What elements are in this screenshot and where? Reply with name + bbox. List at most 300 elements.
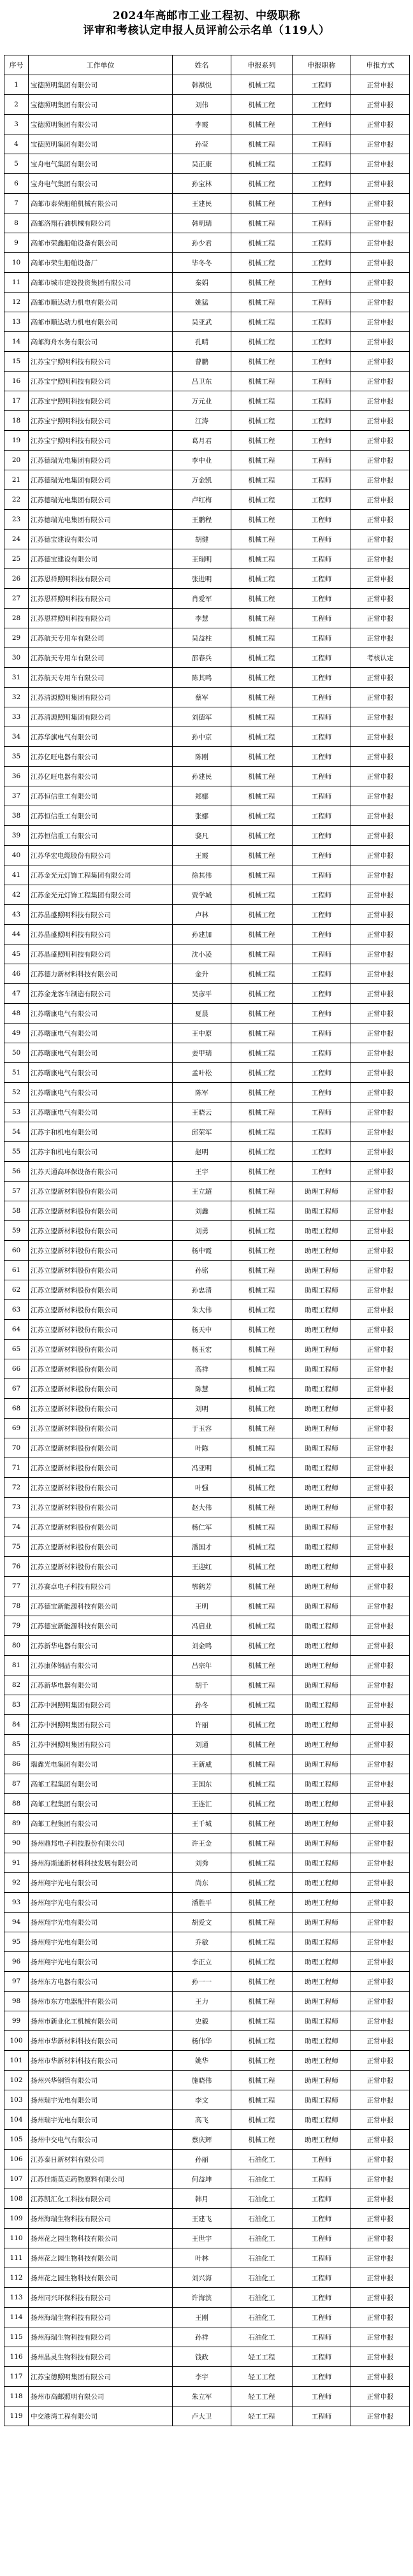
cell-method: 正常申报 xyxy=(351,944,410,964)
document-title xyxy=(0,9,413,38)
cell-index: 1 xyxy=(4,75,29,95)
cell-unit: 江苏清源照明集团有限公司 xyxy=(29,688,173,707)
cell-index: 112 xyxy=(4,2268,29,2288)
cell-unit: 高邮市顺达动力机电有限公司 xyxy=(29,312,173,332)
cell-title: 工程师 xyxy=(293,806,351,826)
table-row xyxy=(4,470,410,490)
table-row xyxy=(4,372,410,391)
cell-method: 正常申报 xyxy=(351,194,410,213)
cell-unit: 江苏曙康电气有限公司 xyxy=(29,1004,173,1024)
table-row xyxy=(4,490,410,510)
table-row xyxy=(4,1182,410,1201)
cell-series: 机械工程 xyxy=(231,1853,293,1873)
cell-unit: 江苏宝德照明集团有限公司 xyxy=(29,2367,173,2387)
cell-method: 正常申报 xyxy=(351,1103,410,1122)
cell-unit: 扬州鼎邦电子科技股份有限公司 xyxy=(29,1834,173,1853)
cell-title: 工程师 xyxy=(293,470,351,490)
cell-unit: 江苏天通高环保设备有限公司 xyxy=(29,1162,173,1182)
table-row xyxy=(4,727,410,747)
cell-index: 110 xyxy=(4,2229,29,2248)
cell-method: 正常申报 xyxy=(351,2387,410,2406)
cell-series: 机械工程 xyxy=(231,826,293,846)
cell-series: 机械工程 xyxy=(231,115,293,134)
table-row xyxy=(4,2387,410,2406)
table-row xyxy=(4,1261,410,1280)
table-row xyxy=(4,925,410,944)
cell-method: 正常申报 xyxy=(351,2130,410,2150)
cell-unit: 中交港湾工程有限公司 xyxy=(29,2406,173,2426)
cell-title: 工程师 xyxy=(293,174,351,194)
cell-series: 机械工程 xyxy=(231,1873,293,1893)
cell-index: 40 xyxy=(4,846,29,865)
cell-index: 78 xyxy=(4,1596,29,1616)
cell-index: 28 xyxy=(4,609,29,628)
cell-unit: 江苏金光元灯饰工程集团有限公司 xyxy=(29,865,173,885)
cell-index: 108 xyxy=(4,2189,29,2209)
cell-index: 70 xyxy=(4,1438,29,1458)
cell-index: 35 xyxy=(4,747,29,767)
cell-title: 工程师 xyxy=(293,707,351,727)
table-row xyxy=(4,1320,410,1340)
cell-unit: 扬州瑞宇光电有限公司 xyxy=(29,2110,173,2130)
cell-index: 96 xyxy=(4,1952,29,1972)
cell-index: 21 xyxy=(4,470,29,490)
table-row xyxy=(4,1103,410,1122)
cell-unit: 江苏德瑞光电集团有限公司 xyxy=(29,451,173,470)
header-name: 姓名 xyxy=(173,55,231,75)
cell-title: 工程师 xyxy=(293,1083,351,1103)
cell-title: 工程师 xyxy=(293,609,351,628)
cell-method: 正常申报 xyxy=(351,2229,410,2248)
table-row xyxy=(4,707,410,727)
cell-unit: 扬州市华新材料科技有限公司 xyxy=(29,2031,173,2051)
cell-unit: 江苏恒信重工有限公司 xyxy=(29,786,173,806)
cell-index: 92 xyxy=(4,1873,29,1893)
table-row xyxy=(4,1616,410,1636)
cell-title: 工程师 xyxy=(293,944,351,964)
cell-index: 64 xyxy=(4,1320,29,1340)
table-row xyxy=(4,1379,410,1399)
cell-name: 杨中霞 xyxy=(173,1241,231,1261)
cell-unit: 江苏立盟新材料股份有限公司 xyxy=(29,1241,173,1261)
cell-series: 机械工程 xyxy=(231,1122,293,1142)
cell-title: 工程师 xyxy=(293,1122,351,1142)
table-row xyxy=(4,115,410,134)
cell-method: 正常申报 xyxy=(351,115,410,134)
cell-method: 正常申报 xyxy=(351,1162,410,1182)
cell-method: 正常申报 xyxy=(351,2071,410,2090)
cell-series: 机械工程 xyxy=(231,806,293,826)
cell-name: 贾学城 xyxy=(173,885,231,905)
cell-unit: 江苏德力新材料科技有限公司 xyxy=(29,964,173,984)
cell-title: 助理工程师 xyxy=(293,1972,351,1992)
cell-method: 正常申报 xyxy=(351,2367,410,2387)
cell-title: 助理工程师 xyxy=(293,1695,351,1715)
cell-index: 61 xyxy=(4,1261,29,1280)
table-row xyxy=(4,1952,410,1972)
cell-name: 曹鹏 xyxy=(173,352,231,372)
cell-index: 81 xyxy=(4,1656,29,1675)
cell-title: 助理工程师 xyxy=(293,1755,351,1774)
cell-unit: 江苏宝宁照明科技有限公司 xyxy=(29,411,173,431)
cell-index: 16 xyxy=(4,372,29,391)
cell-method: 正常申报 xyxy=(351,2011,410,2031)
cell-method: 正常申报 xyxy=(351,253,410,273)
cell-unit: 江苏佳斯莫克药物原料有限公司 xyxy=(29,2169,173,2189)
cell-title: 助理工程师 xyxy=(293,1893,351,1913)
cell-name: 张娜 xyxy=(173,806,231,826)
cell-series: 机械工程 xyxy=(231,846,293,865)
cell-method: 正常申报 xyxy=(351,2268,410,2288)
cell-name: 刘兴海 xyxy=(173,2268,231,2288)
cell-series: 机械工程 xyxy=(231,134,293,154)
table-row xyxy=(4,1695,410,1715)
cell-method: 正常申报 xyxy=(351,1280,410,1300)
cell-index: 84 xyxy=(4,1715,29,1735)
cell-unit: 江苏宝宁照明科技有限公司 xyxy=(29,391,173,411)
cell-title: 工程师 xyxy=(293,510,351,530)
cell-index: 13 xyxy=(4,312,29,332)
cell-method: 正常申报 xyxy=(351,1379,410,1399)
cell-method: 正常申报 xyxy=(351,1715,410,1735)
cell-unit: 宝舟电气集团有限公司 xyxy=(29,154,173,174)
cell-method: 正常申报 xyxy=(351,1675,410,1695)
cell-title: 工程师 xyxy=(293,2209,351,2229)
cell-title: 工程师 xyxy=(293,569,351,589)
cell-title: 工程师 xyxy=(293,925,351,944)
table-row xyxy=(4,1992,410,2011)
cell-name: 李霞 xyxy=(173,115,231,134)
cell-name: 赵大伟 xyxy=(173,1498,231,1517)
cell-name: 王连汇 xyxy=(173,1794,231,1814)
cell-method: 正常申报 xyxy=(351,1438,410,1458)
cell-index: 109 xyxy=(4,2209,29,2229)
table-row xyxy=(4,1024,410,1043)
cell-index: 77 xyxy=(4,1577,29,1596)
cell-title: 工程师 xyxy=(293,767,351,786)
cell-series: 机械工程 xyxy=(231,293,293,312)
cell-index: 80 xyxy=(4,1636,29,1656)
cell-index: 113 xyxy=(4,2288,29,2308)
cell-title: 工程师 xyxy=(293,846,351,865)
table-row xyxy=(4,2268,410,2288)
cell-unit: 扬州花之园生物科技有限公司 xyxy=(29,2268,173,2288)
table-row xyxy=(4,1636,410,1656)
cell-index: 39 xyxy=(4,826,29,846)
table-row xyxy=(4,2169,410,2189)
cell-index: 46 xyxy=(4,964,29,984)
cell-title: 助理工程师 xyxy=(293,1557,351,1577)
cell-index: 9 xyxy=(4,233,29,253)
table-row xyxy=(4,2327,410,2347)
cell-unit: 江苏恩祥照明科技有限公司 xyxy=(29,569,173,589)
cell-index: 49 xyxy=(4,1024,29,1043)
cell-name: 杨伟华 xyxy=(173,2031,231,2051)
cell-title: 工程师 xyxy=(293,154,351,174)
cell-method: 正常申报 xyxy=(351,2150,410,2169)
cell-name: 冯亚明 xyxy=(173,1458,231,1478)
cell-name: 吴彦平 xyxy=(173,984,231,1004)
cell-name: 鄂鹤芳 xyxy=(173,1577,231,1596)
table-row xyxy=(4,1478,410,1498)
cell-title: 工程师 xyxy=(293,352,351,372)
cell-index: 71 xyxy=(4,1458,29,1478)
cell-title: 工程师 xyxy=(293,1043,351,1063)
cell-name: 夏晨 xyxy=(173,1004,231,1024)
cell-unit: 高邮工程集团有限公司 xyxy=(29,1774,173,1794)
cell-unit: 江苏立盟新材料股份有限公司 xyxy=(29,1320,173,1340)
cell-name: 许丽 xyxy=(173,1715,231,1735)
cell-method: 正常申报 xyxy=(351,549,410,569)
cell-method: 正常申报 xyxy=(351,2051,410,2071)
cell-unit: 江苏立盟新材料股份有限公司 xyxy=(29,1340,173,1359)
cell-unit: 江苏立盟新材料股份有限公司 xyxy=(29,1201,173,1221)
cell-method: 正常申报 xyxy=(351,688,410,707)
cell-series: 机械工程 xyxy=(231,1972,293,1992)
cell-title: 工程师 xyxy=(293,826,351,846)
cell-series: 机械工程 xyxy=(231,391,293,411)
table-row xyxy=(4,273,410,293)
cell-unit: 高邮工程集团有限公司 xyxy=(29,1794,173,1814)
cell-unit: 江苏曙康电气有限公司 xyxy=(29,1103,173,1122)
cell-method: 正常申报 xyxy=(351,589,410,609)
cell-index: 88 xyxy=(4,1794,29,1814)
cell-method: 正常申报 xyxy=(351,1359,410,1379)
cell-index: 14 xyxy=(4,332,29,352)
cell-series: 机械工程 xyxy=(231,273,293,293)
table-row xyxy=(4,194,410,213)
cell-method: 正常申报 xyxy=(351,1557,410,1577)
cell-method: 考核认定 xyxy=(351,648,410,668)
table-row xyxy=(4,451,410,470)
cell-title: 助理工程师 xyxy=(293,1715,351,1735)
cell-series: 机械工程 xyxy=(231,1557,293,1577)
cell-unit: 宝德照明集团有限公司 xyxy=(29,95,173,115)
cell-unit: 扬州市新业化工机械有限公司 xyxy=(29,2011,173,2031)
cell-name: 杨仁军 xyxy=(173,1517,231,1537)
cell-series: 机械工程 xyxy=(231,233,293,253)
cell-series: 机械工程 xyxy=(231,1596,293,1616)
cell-series: 机械工程 xyxy=(231,1577,293,1596)
cell-name: 蔡军 xyxy=(173,688,231,707)
cell-series: 机械工程 xyxy=(231,431,293,451)
cell-series: 机械工程 xyxy=(231,1280,293,1300)
cell-series: 石油化工 xyxy=(231,2229,293,2248)
cell-title: 助理工程师 xyxy=(293,1300,351,1320)
cell-title: 工程师 xyxy=(293,411,351,431)
cell-name: 邵春兵 xyxy=(173,648,231,668)
cell-name: 刘秀 xyxy=(173,1853,231,1873)
table-row xyxy=(4,1201,410,1221)
cell-series: 机械工程 xyxy=(231,1517,293,1537)
cell-title: 助理工程师 xyxy=(293,1873,351,1893)
cell-method: 正常申报 xyxy=(351,707,410,727)
table-row xyxy=(4,1399,410,1419)
cell-series: 机械工程 xyxy=(231,470,293,490)
cell-unit: 江苏德宝新能源科技有限公司 xyxy=(29,1596,173,1616)
table-row xyxy=(4,2248,410,2268)
cell-name: 刘德军 xyxy=(173,707,231,727)
cell-unit: 江苏亿旺电器有限公司 xyxy=(29,767,173,786)
cell-series: 机械工程 xyxy=(231,1616,293,1636)
cell-index: 69 xyxy=(4,1419,29,1438)
cell-name: 吴亚武 xyxy=(173,312,231,332)
cell-unit: 江苏立盟新材料股份有限公司 xyxy=(29,1221,173,1241)
cell-index: 59 xyxy=(4,1221,29,1241)
cell-series: 机械工程 xyxy=(231,2110,293,2130)
cell-series: 机械工程 xyxy=(231,2090,293,2110)
cell-title: 助理工程师 xyxy=(293,1241,351,1261)
cell-series: 机械工程 xyxy=(231,1182,293,1201)
cell-title: 工程师 xyxy=(293,253,351,273)
table-row xyxy=(4,352,410,372)
cell-method: 正常申报 xyxy=(351,668,410,688)
table-row xyxy=(4,648,410,668)
cell-name: 韩月 xyxy=(173,2189,231,2209)
cell-index: 119 xyxy=(4,2406,29,2426)
cell-method: 正常申报 xyxy=(351,727,410,747)
cell-index: 116 xyxy=(4,2347,29,2367)
cell-unit: 江苏金龙客车制造有限公司 xyxy=(29,984,173,1004)
table-row xyxy=(4,213,410,233)
cell-method: 正常申报 xyxy=(351,1241,410,1261)
cell-series: 机械工程 xyxy=(231,2011,293,2031)
cell-series: 机械工程 xyxy=(231,1438,293,1458)
table-row xyxy=(4,569,410,589)
cell-series: 机械工程 xyxy=(231,1498,293,1517)
cell-title: 工程师 xyxy=(293,134,351,154)
cell-method: 正常申报 xyxy=(351,1834,410,1853)
table-row xyxy=(4,174,410,194)
cell-title: 助理工程师 xyxy=(293,1577,351,1596)
cell-title: 工程师 xyxy=(293,530,351,549)
table-row xyxy=(4,549,410,569)
cell-name: 杨玉宏 xyxy=(173,1340,231,1359)
cell-unit: 江苏德瑞光电集团有限公司 xyxy=(29,470,173,490)
cell-method: 正常申报 xyxy=(351,628,410,648)
cell-unit: 江苏立盟新材料股份有限公司 xyxy=(29,1359,173,1379)
table-row xyxy=(4,767,410,786)
cell-unit: 江苏立盟新材料股份有限公司 xyxy=(29,1182,173,1201)
cell-name: 卢林 xyxy=(173,905,231,925)
cell-unit: 江苏恒信重工有限公司 xyxy=(29,806,173,826)
cell-title: 助理工程师 xyxy=(293,1280,351,1300)
cell-title: 工程师 xyxy=(293,1162,351,1182)
cell-unit: 扬州东方电器有限公司 xyxy=(29,1972,173,1992)
cell-series: 轻工工程 xyxy=(231,2347,293,2367)
cell-unit: 江苏航天专用车有限公司 xyxy=(29,668,173,688)
cell-title: 助理工程师 xyxy=(293,1794,351,1814)
cell-title: 助理工程师 xyxy=(293,1438,351,1458)
table-row xyxy=(4,1221,410,1241)
cell-title: 助理工程师 xyxy=(293,1834,351,1853)
cell-unit: 宝舟电气集团有限公司 xyxy=(29,174,173,194)
cell-name: 王宇 xyxy=(173,1162,231,1182)
cell-unit: 江苏晶盛照明科技有限公司 xyxy=(29,925,173,944)
cell-index: 45 xyxy=(4,944,29,964)
cell-series: 机械工程 xyxy=(231,1992,293,2011)
cell-index: 66 xyxy=(4,1359,29,1379)
table-row xyxy=(4,1715,410,1735)
cell-index: 48 xyxy=(4,1004,29,1024)
cell-method: 正常申报 xyxy=(351,95,410,115)
cell-series: 轻工工程 xyxy=(231,2387,293,2406)
cell-unit: 江苏晶盛照明科技有限公司 xyxy=(29,905,173,925)
table-row xyxy=(4,865,410,885)
cell-method: 正常申报 xyxy=(351,213,410,233)
table-row xyxy=(4,609,410,628)
cell-title: 工程师 xyxy=(293,233,351,253)
cell-method: 正常申报 xyxy=(351,569,410,589)
cell-name: 刘通 xyxy=(173,1735,231,1755)
cell-name: 孙丽 xyxy=(173,2150,231,2169)
cell-title: 工程师 xyxy=(293,2387,351,2406)
cell-series: 机械工程 xyxy=(231,1537,293,1557)
cell-title: 助理工程师 xyxy=(293,1932,351,1952)
cell-index: 107 xyxy=(4,2169,29,2189)
table-row xyxy=(4,1063,410,1083)
cell-name: 江涛 xyxy=(173,411,231,431)
cell-index: 95 xyxy=(4,1932,29,1952)
cell-series: 机械工程 xyxy=(231,174,293,194)
cell-series: 机械工程 xyxy=(231,1241,293,1261)
cell-unit: 江苏宝宁照明科技有限公司 xyxy=(29,352,173,372)
cell-index: 20 xyxy=(4,451,29,470)
cell-index: 83 xyxy=(4,1695,29,1715)
cell-method: 正常申报 xyxy=(351,767,410,786)
cell-series: 机械工程 xyxy=(231,727,293,747)
cell-name: 卢红梅 xyxy=(173,490,231,510)
cell-method: 正常申报 xyxy=(351,885,410,905)
cell-method: 正常申报 xyxy=(351,1932,410,1952)
table-row xyxy=(4,1280,410,1300)
cell-series: 机械工程 xyxy=(231,1024,293,1043)
cell-series: 机械工程 xyxy=(231,332,293,352)
cell-index: 91 xyxy=(4,1853,29,1873)
cell-unit: 江苏康体钢品有限公司 xyxy=(29,1656,173,1675)
cell-index: 7 xyxy=(4,194,29,213)
cell-index: 33 xyxy=(4,707,29,727)
cell-title: 助理工程师 xyxy=(293,1656,351,1675)
table-row xyxy=(4,1557,410,1577)
cell-name: 孙莹 xyxy=(173,134,231,154)
cell-series: 机械工程 xyxy=(231,1893,293,1913)
cell-index: 19 xyxy=(4,431,29,451)
cell-unit: 江苏立盟新材料股份有限公司 xyxy=(29,1379,173,1399)
cell-series: 机械工程 xyxy=(231,2130,293,2150)
table-row xyxy=(4,2150,410,2169)
cell-name: 叶林 xyxy=(173,2248,231,2268)
cell-title: 工程师 xyxy=(293,2308,351,2327)
table-row xyxy=(4,1517,410,1537)
cell-unit: 扬州海斯通新材料科技发展有限公司 xyxy=(29,1853,173,1873)
cell-method: 正常申报 xyxy=(351,1814,410,1834)
table-row xyxy=(4,826,410,846)
cell-name: 王迎红 xyxy=(173,1557,231,1577)
cell-name: 沈小凌 xyxy=(173,944,231,964)
cell-name: 吕卫东 xyxy=(173,372,231,391)
cell-title: 助理工程师 xyxy=(293,1340,351,1359)
table-body xyxy=(4,75,410,2426)
cell-unit: 江苏立盟新材料股份有限公司 xyxy=(29,1537,173,1557)
cell-series: 石油化工 xyxy=(231,2150,293,2169)
cell-method: 正常申报 xyxy=(351,174,410,194)
cell-method: 正常申报 xyxy=(351,470,410,490)
cell-index: 53 xyxy=(4,1103,29,1122)
cell-title: 助理工程师 xyxy=(293,1182,351,1201)
cell-name: 刘明 xyxy=(173,1399,231,1419)
cell-series: 机械工程 xyxy=(231,530,293,549)
